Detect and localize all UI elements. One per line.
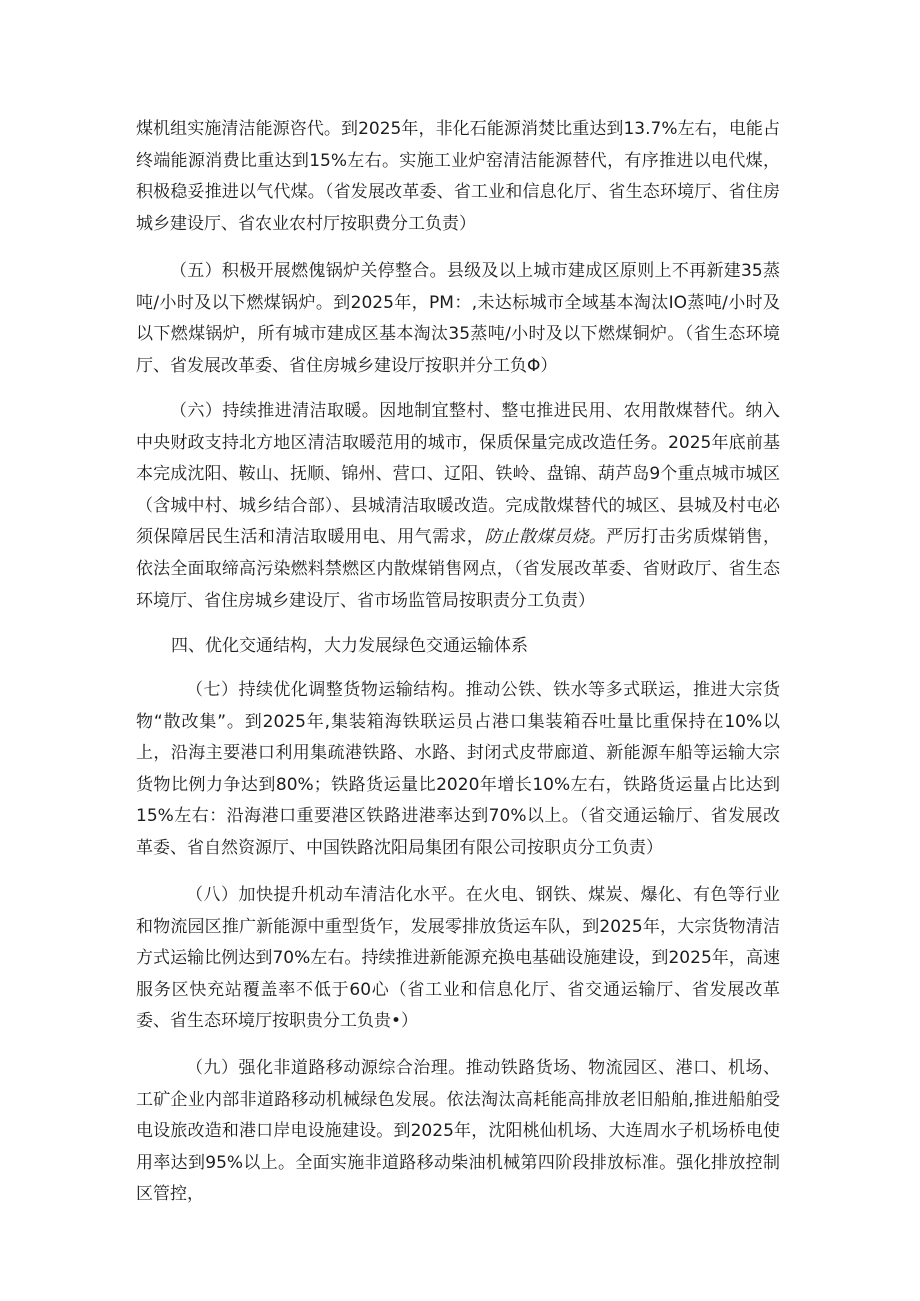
paragraph-freight-structure: （七）持续优化调整货物运输结构。推动公铁、铁水等多式联运，推进大宗货物“散改集”。到2025年,集装箱海铁联运员占港口集装箱吞吐量比重保持在10%以上，沿海主要港口利用集疏港铁路、水路、封闭式皮带廊道、新能源车船等运输大宗货物比例力争达到80%；铁路货运量比2020年增长10%左右，铁路货运量占比达到15%左右：沿海港口重要港区铁路进港率达到70%以上。（省交通运输厅、省发展改革委、省自然资源厅、中国铁路沈阳局集团有限公司按职贞分工负责） <box>136 680 780 858</box>
paragraph-clean-heating-italic: 防止散煤员烧。 <box>484 527 607 548</box>
paragraph-non-road-mobile: （九）强化非道路移动源综合治理。推动铁路货场、物流园区、港口、机场、工矿企业内部非道路移动机械绿色发展。依法淘汰高耗能高排放老旧船舶,推进船舶受电设旅改造和港口岸电设施建设。到2025年，沈阳桃仙机场、大连周水子机场桥电使用率达到95%以上。全面实施非道路移动柴油机械第四阶段排放标准。强化排放控制区管控， <box>136 1058 780 1205</box>
paragraph-clean-heating-part2: 严厉打击劣质煤销售，依法全面取缔高污染燃料禁燃区内散煤销售网点，（省发展改革委、省财政厅、省生态环境厅、省住房城乡建设厅、省市场监管局按职责分工负责） <box>136 527 781 611</box>
paragraph-clean-heating-part1: （六）持续推进清洁取暖。因地制宜整村、整屯推进民用、农用散煤替代。纳入中央财政支持北方地区清洁取暖范用的城市，保质保量完成改造任务。2025年底前基本完成沈阳、鞍山、抚顺、锦州、营口、辽阳、铁岭、盘锦、葫芦岛9个重点城市城区（含城中村、城乡结合部）、县城清洁取暖改造。完成散煤替代的城区、县城及村屯必须保障居民生活和清洁取暖用电、用气需求， <box>136 401 780 548</box>
paragraph-energy-substitution: 煤机组实施清洁能源咨代。到2025年，非化石能源消焚比重达到13.7%左右，电能占终端能源消费比重达到15%左右。实施工业炉窑清洁能源替代，有序推进以电代煤，积极稳妥推进以气代煤。（省发展改革委、省工业和信息化厅、省生态环境厅、省住房城乡建设厅、省农业农村厅按职费分工负责） <box>136 119 780 234</box>
paragraph-vehicle-cleanliness: （八）加快提升机动车清洁化水平。在火电、钢铁、煤炭、爆化、有色等行业和物流园区推广新能源中重型货乍，发展零排放货运车队，到2025年，大宗货物清洁方式运输比例达到70%左右。持续推进新能源充换电基础设施建设，到2025年，高速服务区快充站覆盖率不低于60心（省工业和信息化厅、省交通运输厅、省发展改革委、省生态环境厅按职贵分工负贵•） <box>136 885 780 1032</box>
paragraph-boiler-closure: （五）积极开展燃傀锅炉关停整合。县级及以上城市建成区原则上不再新建35蒸吨/小时及以下燃煤锅炉。到2025年，PM：,未达标城市全域基本淘汰IO蒸吨/小时及以下燃煤锅炉，所有城市建成区基本淘汰35蒸吨/小时及以下燃煤铜炉。（省生态环境厅、省发展改革委、省住房城乡建设厅按职并分工负Φ） <box>136 261 780 376</box>
section-heading-transport: 四、优化交通结构，大力发展绿色交通运输体系 <box>171 636 528 656</box>
paragraph-clean-heating <box>136 396 780 617</box>
